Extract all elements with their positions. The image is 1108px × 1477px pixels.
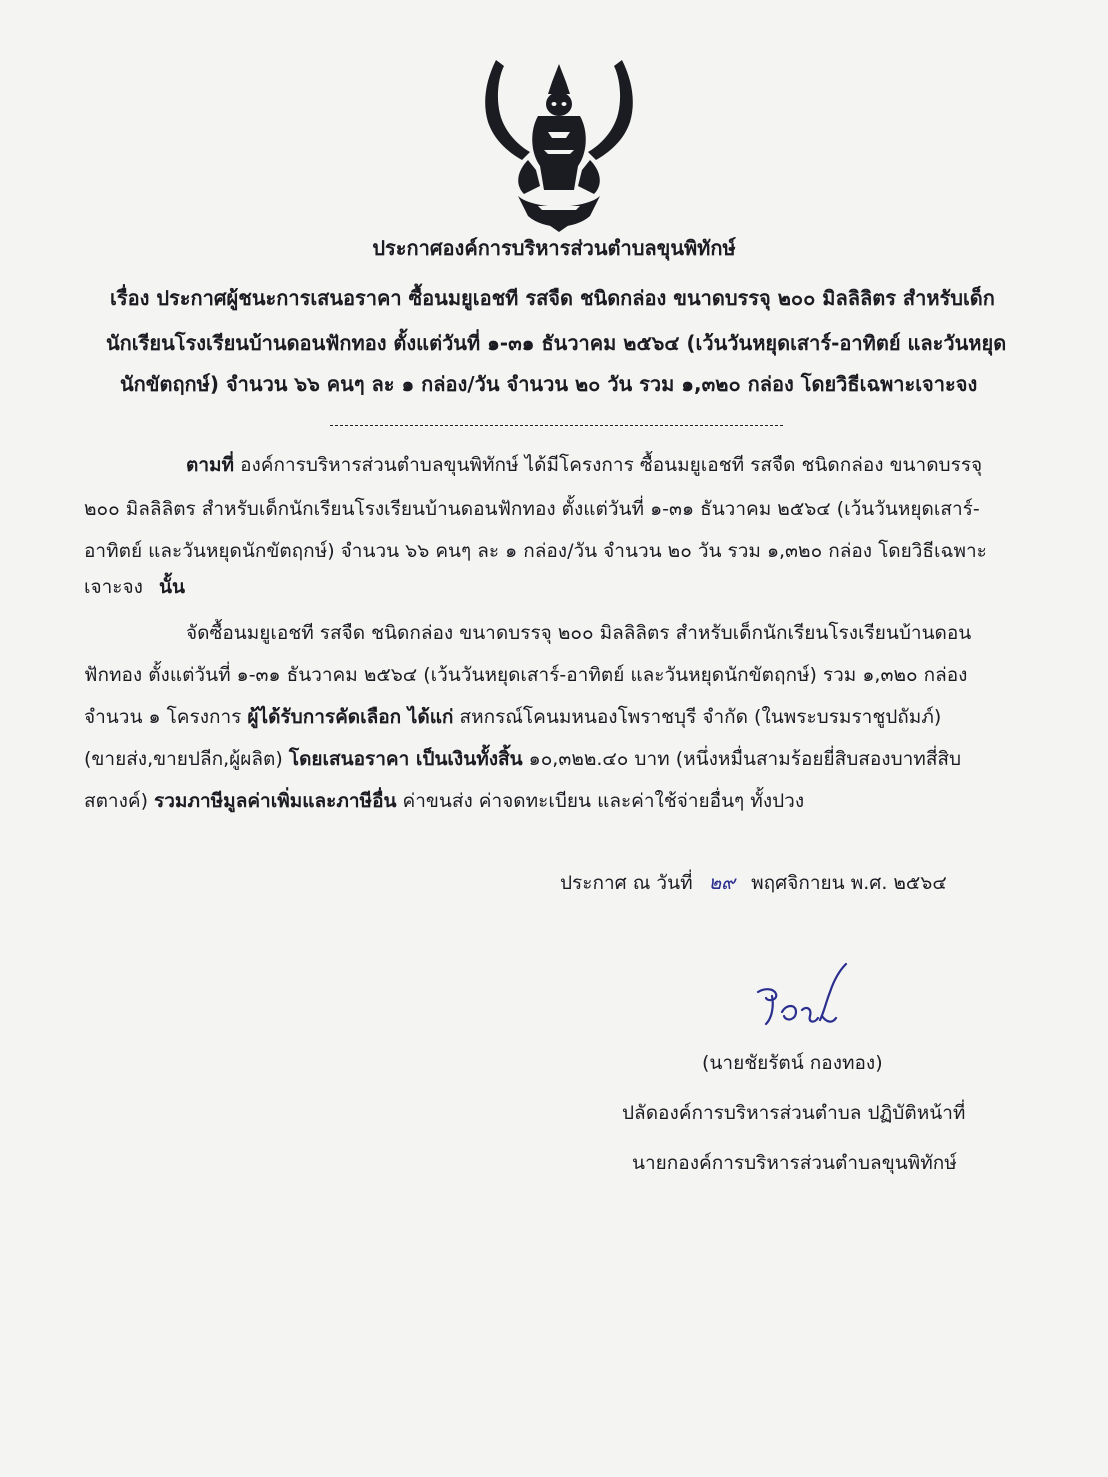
paragraph-2-line-4-c: ๑๐,๓๒๒.๔๐ บาท (หนึ่งหมื่นสามร้อยยี่สิบสองบาทสี่สิบ — [522, 748, 962, 770]
subject-line-1: เรื่อง ประกาศผู้ชนะการเสนอราคา ซื้อนมยูเอชที รสจืด ชนิดกล่อง ขนาดบรรจุ ๒๐๐ มิลลิลิตร สำหรับเด็ก — [110, 286, 995, 310]
paragraph-2-line-4 — [84, 750, 961, 769]
handwritten-signature-icon — [752, 962, 852, 1036]
paragraph-2-line-5-a: สตางค์) — [84, 790, 155, 812]
paragraph-2-line-3 — [84, 708, 941, 727]
paragraph-2-line-1: จัดซื้อนมยูเอชที รสจืด ชนิดกล่อง ขนาดบรรจุ ๒๐๐ มิลลิลิตร สำหรับเด็กนักเรียนโรงเรียนบ้านดอน — [186, 622, 972, 644]
subject-line-3: นักขัตฤกษ์) จำนวน ๖๖ คนๆ ละ ๑ กล่อง/วัน จำนวน ๒๐ วัน รวม ๑,๓๒๐ กล่อง โดยวิธีเฉพาะเจาะจง — [120, 372, 978, 396]
subject-line-2: นักเรียนโรงเรียนบ้านดอนฟักทอง ตั้งแต่วันที่ ๑-๓๑ ธันวาคม ๒๕๖๔ (เว้นวันหยุดเสาร์-อาทิตย์ และวันหยุด — [106, 331, 1007, 355]
tax-included-label: รวมภาษีมูลค่าเพิ่มและภาษีอื่น — [154, 790, 397, 812]
separator-line — [330, 425, 783, 426]
paragraph-2-line-3-a: จำนวน ๑ โครงการ — [84, 706, 248, 728]
total-price-label: โดยเสนอราคา เป็นเงินทั้งสิ้น — [288, 748, 523, 770]
paragraph-1-line-1-text: องค์การบริหารส่วนตำบลขุนพิทักษ์ ได้มีโครงการ ซื้อนมยูเอชที รสจืด ชนิดกล่อง ขนาดบรรจุ — [234, 454, 983, 476]
paragraph-2-line-4-a: (ขายส่ง,ขายปลีก,ผู้ผลิต) — [84, 748, 289, 770]
announcement-date — [560, 874, 947, 893]
paragraph-1-line-1 — [186, 456, 982, 475]
paragraph-1-end: นั้น — [158, 576, 185, 598]
paragraph-1-line-2: ๒๐๐ มิลลิลิตร สำหรับเด็กนักเรียนโรงเรียนบ้านดอนฟักทอง ตั้งแต่วันที่ ๑-๓๑ ธันวาคม ๒๕๖๔ (เว้นวันหยุดเสาร์- — [84, 498, 980, 520]
paragraph-2-line-3-c: สหกรณ์โคนมหนองโพราชบุรี จำกัด (ในพระบรมราชูปถัมภ์) — [453, 706, 942, 728]
signer-name: (นายชัยรัตน์ กองทอง) — [702, 1052, 883, 1074]
signer-position-2: นายกองค์การบริหารส่วนตำบลขุนพิทักษ์ — [632, 1152, 957, 1174]
paragraph-1-lead: ตามที่ — [186, 454, 235, 476]
paragraph-2-line-5-c: ค่าขนส่ง ค่าจดทะเบียน และค่าใช้จ่ายอื่นๆ ทั้งปวง — [396, 790, 805, 812]
paragraph-1-line-3: อาทิตย์ และวันหยุดนักขัตฤกษ์) จำนวน ๖๖ คนๆ ละ ๑ กล่อง/วัน จำนวน ๒๐ วัน รวม ๑,๓๒๐ กล่อง โดยวิธีเฉพาะ — [84, 540, 987, 562]
paragraph-2-line-5 — [84, 792, 804, 811]
signer-position-1: ปลัดองค์การบริหารส่วนตำบล ปฏิบัติหน้าที่ — [622, 1102, 966, 1124]
paragraph-1-line-4-text: เจาะจง — [84, 576, 143, 598]
date-day: ๒๙ — [708, 872, 736, 894]
announcement-title: ประกาศองค์การบริหารส่วนตำบลขุนพิทักษ์ — [372, 236, 736, 260]
paragraph-2-line-2: ฟักทอง ตั้งแต่วันที่ ๑-๓๑ ธันวาคม ๒๕๖๔ (เว้นวันหยุดเสาร์-อาทิตย์ และวันหยุดนักขัตฤกษ์) รวม ๑,๓๒๐ กล่อง — [84, 664, 968, 686]
garuda-emblem-icon — [478, 60, 640, 232]
date-prefix: ประกาศ ณ วันที่ — [560, 872, 693, 894]
selected-vendor-label: ผู้ได้รับการคัดเลือก ได้แก่ — [247, 706, 454, 728]
date-rest: พฤศจิกายน พ.ศ. ๒๕๖๔ — [751, 872, 947, 894]
paragraph-1-line-4 — [84, 578, 185, 597]
